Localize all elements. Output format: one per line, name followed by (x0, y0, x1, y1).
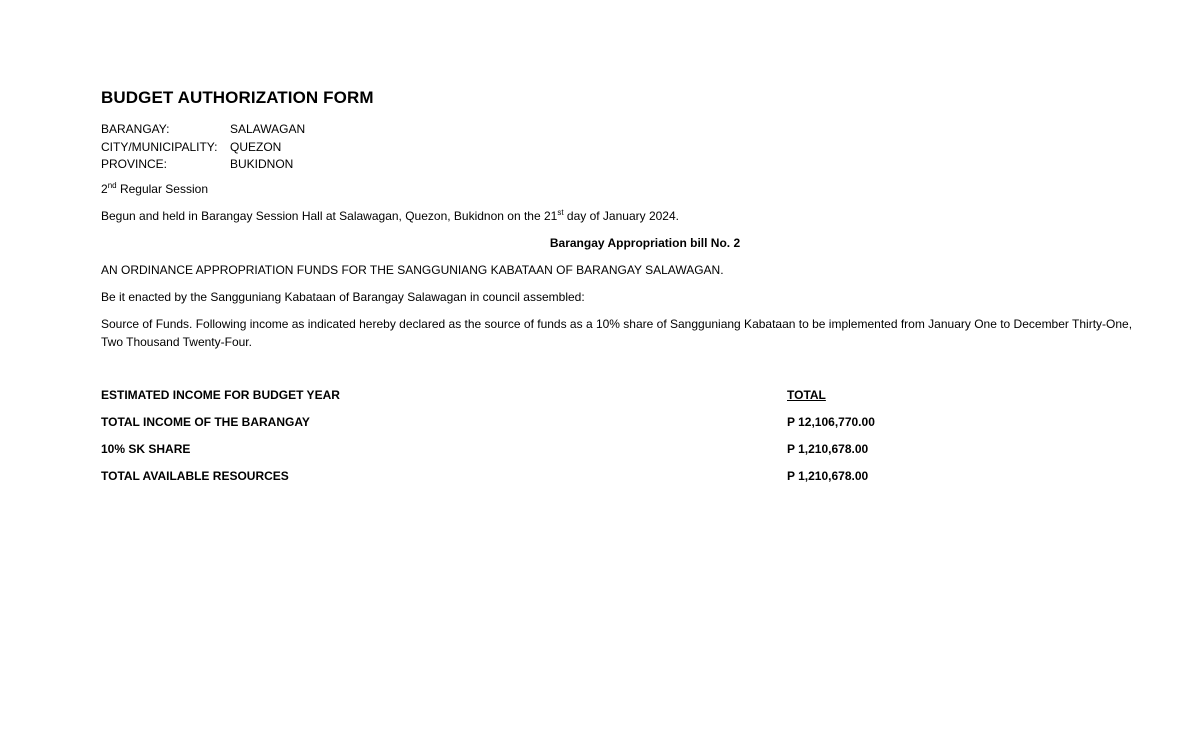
held-text-before: Begun and held in Barangay Session Hall at Salawagan, Quezon, Bukidnon on the 21 (101, 209, 558, 223)
location-info (101, 121, 305, 174)
ordinance-title: AN ORDINANCE APPROPRIATION FUNDS FOR THE SANGGUNIANG KABATAAN OF BARANGAY SALAWAGAN. (101, 263, 724, 277)
held-line (101, 208, 679, 226)
session-number: 2 (101, 182, 108, 196)
session-label: Regular Session (119, 182, 208, 196)
barangay-label: BARANGAY: (101, 122, 170, 136)
form-title: BUDGET AUTHORIZATION FORM (101, 88, 374, 107)
barangay-value: SALAWAGAN (230, 122, 306, 136)
session-suffix: nd (107, 181, 117, 190)
city-label: CITY/MUNICIPALITY: (101, 139, 218, 154)
income-row-value: P 1,210,678.00 (787, 469, 869, 483)
held-suffix: st (557, 208, 564, 217)
city-row (101, 139, 305, 157)
province-row (101, 156, 305, 174)
bill-title: Barangay Appropriation bill No. 2 (549, 236, 741, 250)
income-row-value: P 12,106,770.00 (787, 415, 875, 429)
province-value: BUKIDNON (230, 157, 294, 171)
income-header-label: ESTIMATED INCOME FOR BUDGET YEAR (101, 388, 340, 402)
province-label: PROVINCE: (101, 157, 168, 171)
barangay-row (101, 121, 305, 139)
session-line (101, 181, 208, 199)
income-row-label: 10% SK SHARE (101, 442, 191, 456)
source-of-funds: Source of Funds. Following income as indicated hereby declared as the source of funds as a 10% share of Sangguniang Kabataan to be implemented from January One to December Thirty-One, Two Thousand Twenty-Four. (101, 317, 1133, 349)
enacted-line: Be it enacted by the Sangguniang Kabataan of Barangay Salawagan in council assembled: (101, 290, 585, 304)
income-row-value: P 1,210,678.00 (787, 442, 869, 456)
income-row-label: TOTAL AVAILABLE RESOURCES (101, 469, 289, 483)
held-text-after: day of January 2024. (566, 209, 679, 223)
income-header-total: TOTAL (787, 388, 826, 402)
income-row-label: TOTAL INCOME OF THE BARANGAY (101, 415, 310, 429)
city-value: QUEZON (230, 139, 282, 154)
